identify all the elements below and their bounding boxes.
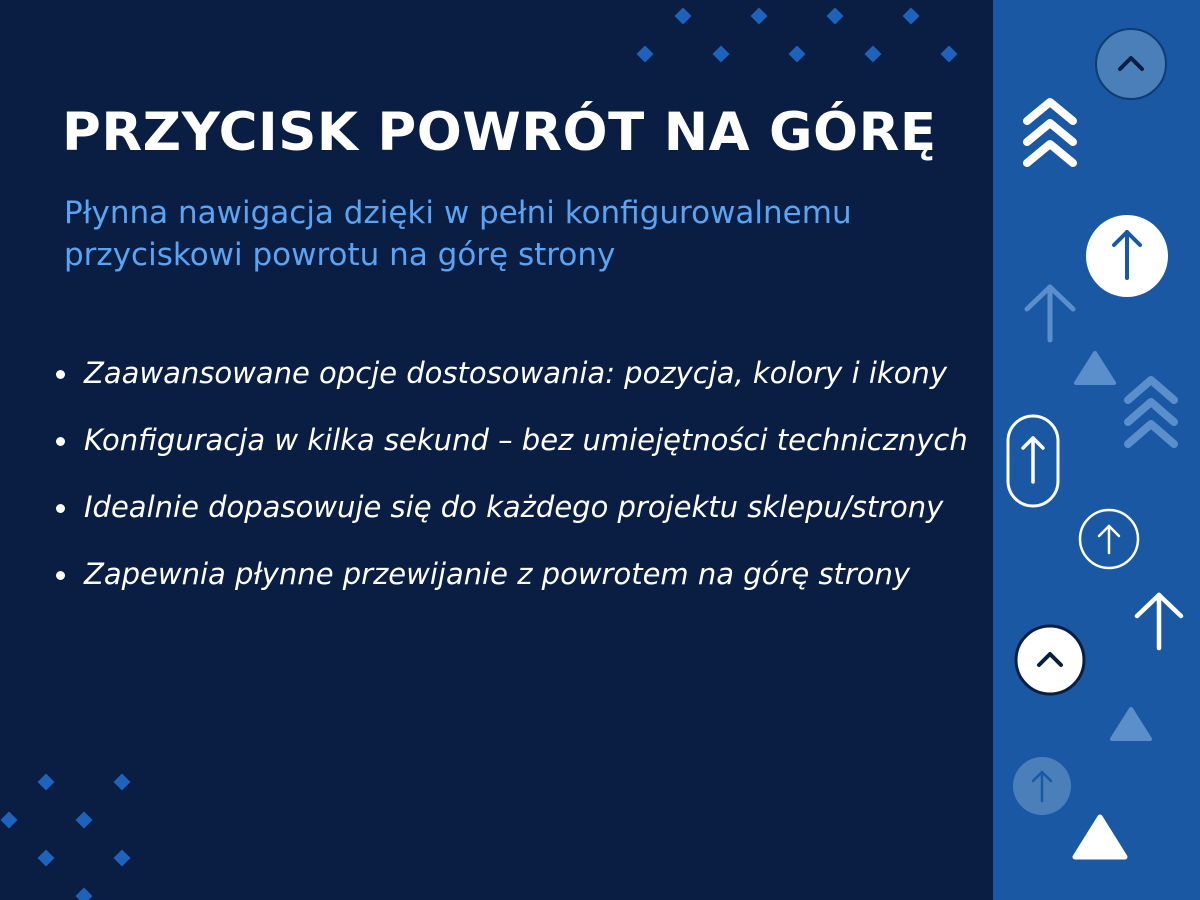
bullet-item: Konfiguracja w kilka sekund – bez umiejętności technicznych xyxy=(54,407,984,474)
diamond-decoration xyxy=(76,888,93,900)
diamond-decoration xyxy=(865,46,882,63)
triangle-up-icon xyxy=(1109,706,1153,742)
triple-chevron-up-icon xyxy=(1022,96,1078,172)
triangle-up-icon xyxy=(1071,813,1129,861)
diamond-decoration xyxy=(114,774,131,791)
diamond-decoration xyxy=(1,812,18,829)
slide-subtitle: Płynna nawigacja dzięki w pełni konfigurowalnemu przyciskowi powrotu na górę strony xyxy=(64,195,852,273)
diamond-decoration xyxy=(675,8,692,25)
diamond-decoration xyxy=(713,46,730,63)
circle-chevron-up-icon xyxy=(1013,623,1087,697)
diamond-decoration xyxy=(76,812,93,829)
bullet-item: Idealnie dopasowuje się do każdego projektu sklepu/strony xyxy=(54,474,984,541)
bullet-item: Zapewnia płynne przewijanie z powrotem na górę strony xyxy=(54,541,984,608)
circle-arrow-up-icon xyxy=(1077,507,1141,571)
diamond-decoration xyxy=(789,46,806,63)
arrow-up-icon xyxy=(1023,282,1077,344)
diamond-decoration xyxy=(941,46,958,63)
triangle-up-icon xyxy=(1073,350,1117,386)
slide-title: PRZYCISK POWRÓT NA GÓRĘ xyxy=(62,102,937,163)
diamond-decoration xyxy=(114,850,131,867)
icon-panel xyxy=(993,0,1200,900)
diamond-decoration xyxy=(38,850,55,867)
arrow-up-icon xyxy=(1133,590,1185,652)
diamond-decoration xyxy=(38,774,55,791)
bullet-list xyxy=(54,340,984,608)
triple-chevron-up-icon xyxy=(1123,374,1179,452)
circle-arrow-up-icon xyxy=(1085,214,1169,298)
circle-arrow-up-icon xyxy=(1012,756,1072,816)
diamond-decoration xyxy=(637,46,654,63)
diamond-decoration xyxy=(903,8,920,25)
diamond-decoration xyxy=(827,8,844,25)
circle-chevron-up-icon xyxy=(1094,27,1168,101)
diamond-decoration xyxy=(751,8,768,25)
bullet-item: Zaawansowane opcje dostosowania: pozycja, kolory i ikony xyxy=(54,340,984,407)
pill-arrow-up-icon xyxy=(1006,414,1060,508)
